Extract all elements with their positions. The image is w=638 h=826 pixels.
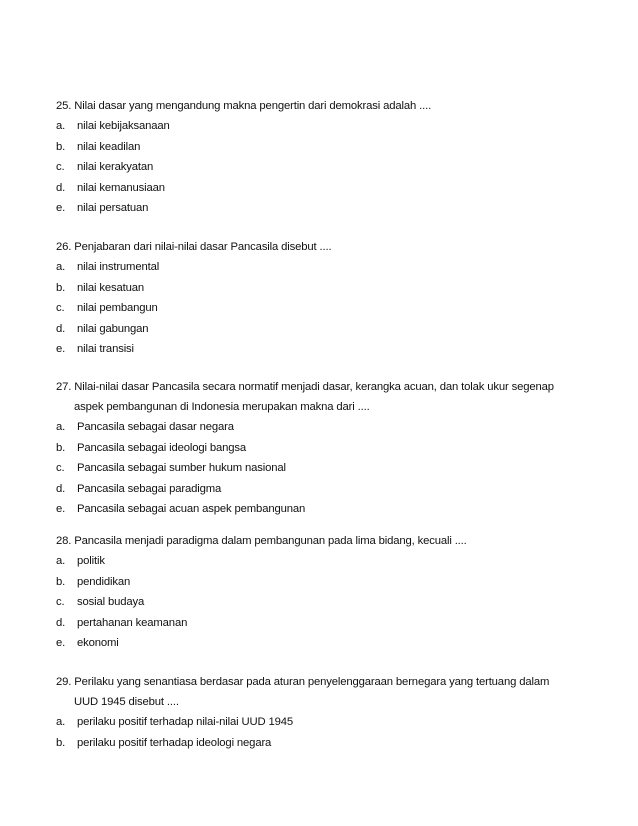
question-text-continued: UUD 1945 disebut ....	[74, 696, 179, 708]
option-text: Pancasila sebagai paradigma	[77, 482, 222, 495]
question-stem	[56, 377, 576, 417]
answer-option	[56, 458, 576, 478]
option-letter: b.	[56, 281, 66, 294]
answer-option	[56, 257, 576, 277]
question-text: 29. Perilaku yang senantiasa berdasar pada aturan penyelenggaraan bernegara yang tertuang dalam	[56, 676, 550, 688]
option-text: politik	[77, 555, 105, 568]
option-text: nilai kesatuan	[77, 281, 144, 294]
option-text: nilai persatuan	[77, 202, 149, 215]
answer-option	[56, 137, 576, 157]
answer-option	[56, 479, 576, 499]
option-text: perilaku positif terhadap nilai-nilai UUD 1945	[77, 716, 294, 729]
option-text: nilai transisi	[77, 343, 134, 356]
question-26	[56, 237, 576, 359]
option-text: nilai gabungan	[77, 322, 149, 335]
answer-option	[56, 116, 576, 136]
question-25	[56, 96, 576, 218]
option-letter: d.	[56, 181, 66, 194]
answer-option	[56, 551, 576, 571]
question-29	[56, 672, 576, 753]
question-text: 25. Nilai dasar yang mengandung makna pengertin dari demokrasi adalah ....	[56, 100, 432, 112]
option-letter: b.	[56, 575, 66, 588]
answer-option	[56, 712, 576, 732]
option-text: ekonomi	[77, 637, 119, 650]
option-letter: b.	[56, 140, 66, 153]
option-text: Pancasila sebagai dasar negara	[77, 421, 234, 434]
option-letter: e.	[56, 503, 66, 516]
option-text: pertahanan keamanan	[77, 616, 188, 629]
option-text: nilai kebijaksanaan	[77, 120, 170, 133]
option-text: pendidikan	[77, 575, 131, 588]
option-letter: a.	[56, 421, 66, 434]
question-stem	[56, 672, 576, 712]
answer-option	[56, 572, 576, 592]
question-text: 26. Penjabaran dari nilai-nilai dasar Pancasila disebut ....	[56, 241, 332, 253]
option-text: nilai instrumental	[77, 261, 160, 274]
option-letter: a.	[56, 120, 66, 133]
option-text: nilai kerakyatan	[77, 161, 154, 174]
answer-option	[56, 178, 576, 198]
answer-option	[56, 633, 576, 653]
question-27	[56, 377, 576, 519]
option-text: sosial budaya	[77, 596, 145, 609]
answer-option	[56, 438, 576, 458]
option-letter: c.	[56, 302, 65, 315]
answer-option	[56, 319, 576, 339]
option-letter: a.	[56, 555, 66, 568]
question-stem	[56, 531, 576, 551]
answer-option	[56, 499, 576, 519]
question-stem	[56, 237, 576, 257]
option-letter: a.	[56, 261, 66, 274]
option-letter: a.	[56, 716, 66, 729]
option-letter: d.	[56, 322, 66, 335]
option-text: nilai keadilan	[77, 140, 141, 153]
question-text: 28. Pancasila menjadi paradigma dalam pembangunan pada lima bidang, kecuali ....	[56, 535, 467, 547]
answer-option	[56, 298, 576, 318]
question-stem	[56, 96, 576, 116]
answer-option	[56, 592, 576, 612]
option-letter: c.	[56, 462, 65, 475]
option-letter: c.	[56, 596, 65, 609]
answer-option	[56, 613, 576, 633]
option-text: nilai kemanusiaan	[77, 181, 165, 194]
option-letter: b.	[56, 441, 66, 454]
option-letter: c.	[56, 161, 65, 174]
question-text: 27. Nilai-nilai dasar Pancasila secara normatif menjadi dasar, kerangka acuan, dan tolak ukur segenap	[56, 381, 554, 393]
option-text: perilaku positif terhadap ideologi negara	[77, 736, 272, 749]
answer-option	[56, 278, 576, 298]
option-letter: e.	[56, 637, 66, 650]
option-text: nilai pembangun	[77, 302, 158, 315]
question-28	[56, 531, 576, 653]
option-text: Pancasila sebagai acuan aspek pembangunan	[77, 503, 306, 516]
option-letter: e.	[56, 202, 66, 215]
answer-option	[56, 417, 576, 437]
question-text-continued: aspek pembangunan di Indonesia merupakan makna dari ....	[74, 401, 370, 413]
option-text: Pancasila sebagai ideologi bangsa	[77, 441, 247, 454]
option-letter: e.	[56, 343, 66, 356]
option-text: Pancasila sebagai sumber hukum nasional	[77, 462, 286, 475]
answer-option	[56, 733, 576, 753]
option-letter: d.	[56, 616, 66, 629]
option-letter: b.	[56, 736, 66, 749]
answer-option	[56, 157, 576, 177]
option-letter: d.	[56, 482, 66, 495]
answer-option	[56, 339, 576, 359]
answer-option	[56, 198, 576, 218]
